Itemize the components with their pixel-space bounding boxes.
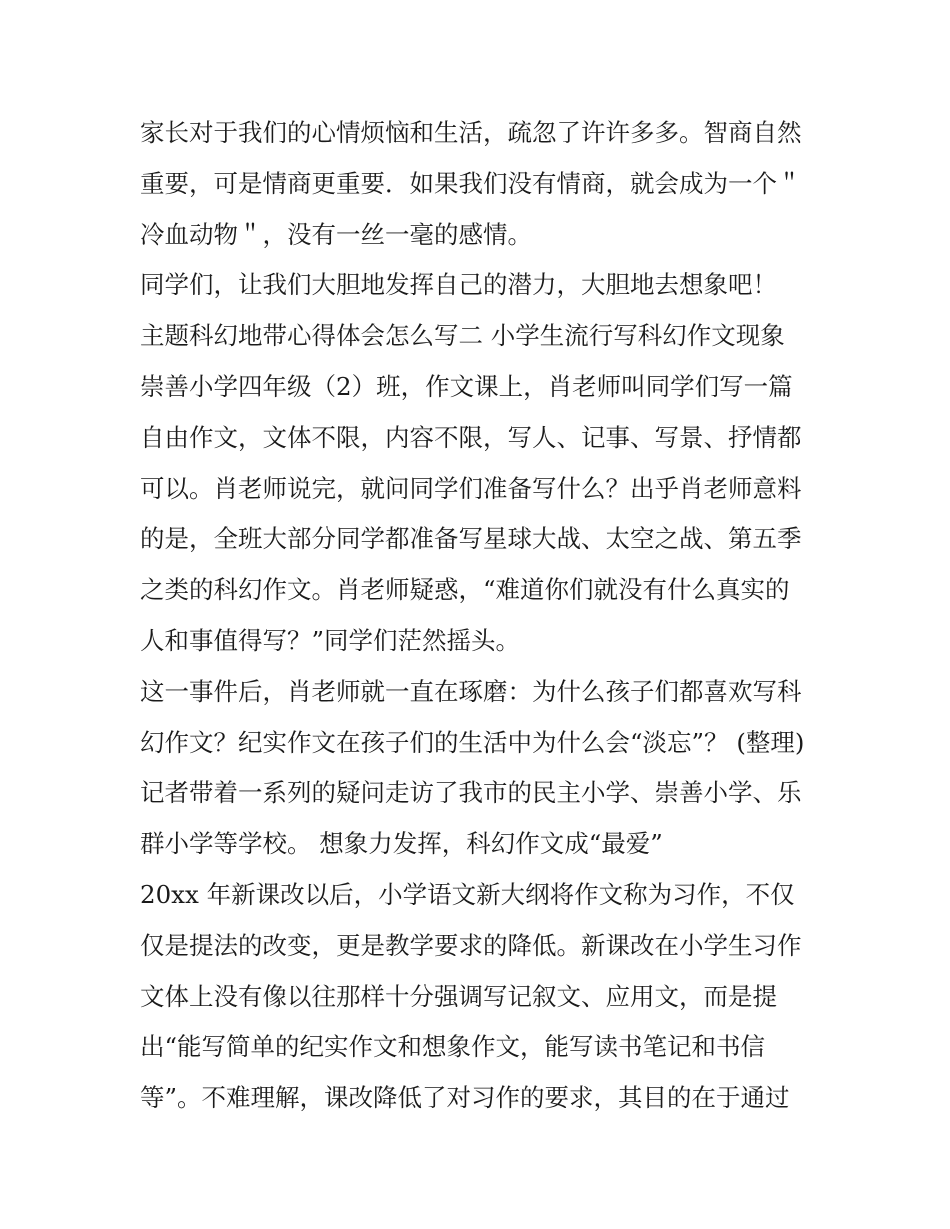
text-line: 冷血动物＂，没有一丝一毫的感情。 xyxy=(140,219,532,249)
text-line: 记者带着一系列的疑问走访了我市的民主小学、崇善小学、乐 xyxy=(140,778,802,808)
document-body xyxy=(140,108,820,1124)
text-line: 出“能写简单的纪实作文和想象作文，能写读书笔记和书信 xyxy=(140,1032,766,1062)
text-line: 人和事值得写？”同学们茫然摇头。 xyxy=(140,625,521,655)
text-line: 重要，可是情商更重要．如果我们没有情商，就会成为一个＂ xyxy=(140,168,802,198)
text-line: 等”。不难理解，课改降低了对习作的要求，其目的在于通过 xyxy=(140,1083,790,1113)
text-line: 仅是提法的改变，更是教学要求的降低。新课改在小学生习作 xyxy=(140,930,802,960)
text-line: 之类的科幻作文。肖老师疑惑，“难道你们就没有什么真实的 xyxy=(140,575,790,605)
text-line: 群小学等学校。 想象力发挥，科幻作文成“最爱” xyxy=(140,829,663,859)
text-line: 自由作文，文体不限，内容不限，写人、记事、写景、抒情都 xyxy=(140,422,802,452)
text-line: 20xx 年新课改以后，小学语文新大纲将作文称为习作，不仅 xyxy=(140,879,795,909)
text-line: 崇善小学四年级（2）班，作文课上，肖老师叫同学们写一篇 xyxy=(140,371,793,401)
text-line: 可以。肖老师说完，就问同学们准备写什么？出乎肖老师意料 xyxy=(140,473,802,503)
text-line: 家长对于我们的心情烦恼和生活，疏忽了许许多多。智商自然 xyxy=(140,118,802,147)
text-line: 这一事件后，肖老师就一直在琢磨：为什么孩子们都喜欢写科 xyxy=(140,676,802,706)
text-line: 文体上没有像以往那样十分强调写记叙文、应用文，而是提 xyxy=(140,981,777,1011)
text-line: 的是，全班大部分同学都准备写星球大战、太空之战、第五季 xyxy=(140,524,802,554)
text-line: 同学们，让我们大胆地发挥自己的潜力，大胆地去想象吧！ xyxy=(140,270,777,300)
section-heading-line: 主题科幻地带心得体会怎么写二 小学生流行写科幻作文现象 xyxy=(140,321,785,351)
text-line: 幻作文？纪实作文在孩子们的生活中为什么会“淡忘”？ (整理) xyxy=(140,727,805,757)
